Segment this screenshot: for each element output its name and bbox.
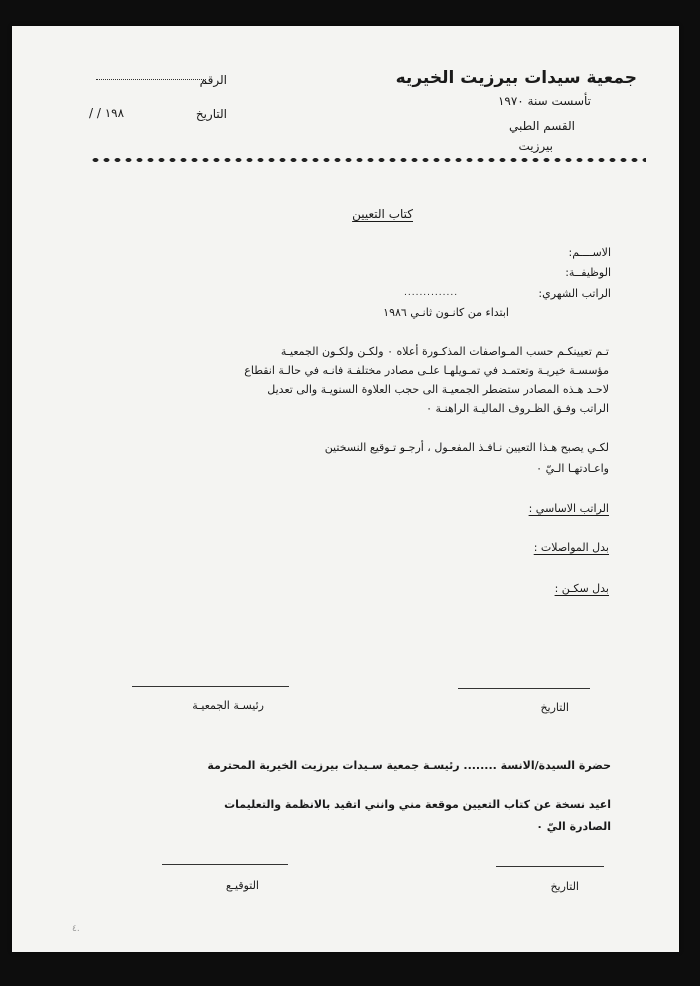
paragraph-line: تـم تعيينكـم حسب المـواصفات المذكـورة أعلاه ٠ ولكـن ولكـون الجمعيـة <box>280 345 609 358</box>
date-signature-line <box>458 688 590 689</box>
organization-name: جمعية سيدات بيرزيت الخيريه <box>395 68 637 88</box>
founded-year: تأسست سنة ١٩٧٠ <box>497 94 591 108</box>
transport-allowance-label: بدل المواصلات : <box>533 541 609 554</box>
city-name: بيرزيت <box>518 139 553 153</box>
reference-label: الرقم <box>199 73 227 87</box>
validity-line: واعـادتهـا الـيّ ٠ <box>536 462 609 475</box>
reference-line <box>96 79 206 80</box>
letter-title: كتاب التعيين <box>352 207 413 221</box>
salary-label: الراتب الشهري: <box>538 287 611 300</box>
basic-salary-label: الراتب الاساسي : <box>528 502 609 515</box>
employee-signature-line <box>162 864 288 865</box>
paragraph-line: مؤسسـة خيريـة وتعتمـد في تمـويلهـا علـى مصادر مختلفـة فانـه في حالـة انقطاع <box>244 364 609 377</box>
letter-page <box>12 26 679 952</box>
employee-date-line <box>496 866 604 867</box>
job-label: الوظيفــة: <box>565 266 611 279</box>
acknowledgement-line: الصادرة اليّ ٠ <box>536 820 611 833</box>
header-divider <box>90 156 646 164</box>
start-date-line: ابتداء من كانـون ثانـي ١٩٨٦ <box>383 306 509 319</box>
date-label: التاريخ <box>195 107 227 121</box>
date-sign-label: التاريخ <box>540 701 569 714</box>
department: القسم الطبي <box>508 119 575 133</box>
date-value: / / ١٩٨ <box>89 106 125 120</box>
acknowledgement-line: اعيد نسخة عن كتاب التعيين موقعة مني وانني اتقيد بالانظمة والتعليمات <box>224 798 611 811</box>
president-signature-line <box>132 686 289 687</box>
name-label: الاســــم: <box>568 246 611 259</box>
addressee-line: حضرة السيدة/الانسة ........ رئيسـة جمعية سـيدات بيرزيت الخيرية المحترمة <box>207 759 611 772</box>
housing-allowance-label: بدل سكـن : <box>554 582 609 595</box>
validity-line: لكـي يصبح هـذا التعيين نـافـذ المفعـول ، أرجـو تـوقيع النسختين <box>324 441 609 454</box>
paragraph-line: الراتب وفـق الظـروف الماليـة الراهنـة ٠ <box>426 402 609 415</box>
signature-label: التوقيـع <box>225 879 259 892</box>
acknowledgement-date-label: التاريخ <box>550 880 579 893</box>
salary-dots: .............. <box>404 288 459 298</box>
paragraph-line: لاحـد هـذه المصادر ستضطر الجمعيـة الى حجب العلاوة السنويـة والى تعديل <box>267 383 609 396</box>
president-label: رئيسـة الجمعيـة <box>192 699 264 712</box>
pencil-note: ٤. <box>72 924 80 934</box>
